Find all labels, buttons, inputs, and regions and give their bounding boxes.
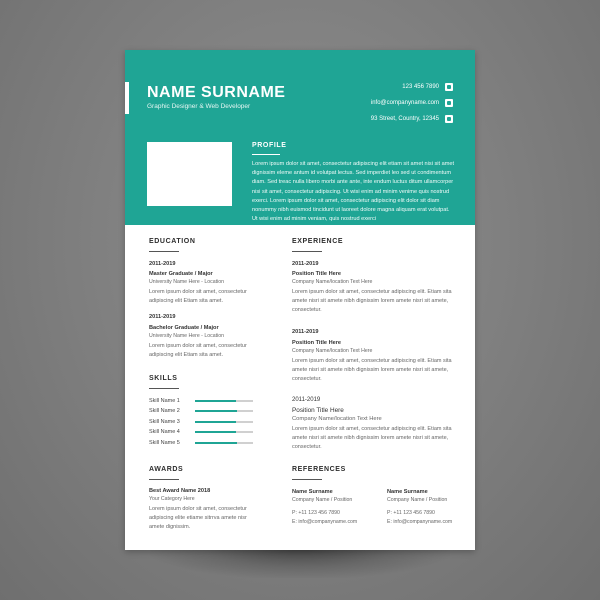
contact-email [371, 98, 453, 107]
award-text: Lorem ipsum dolor sit amet, consectetur adipiscing elite etiame sitrrva amete nisr amete dignissim. [149, 506, 247, 530]
experience-3-position: Position Title Here [292, 407, 344, 414]
awards-divider [149, 479, 179, 480]
education-2-degree: Bachelor Graduate / Major [149, 325, 219, 331]
experience-1-years: 2011-2019 [292, 261, 319, 267]
education-2-school: University Name Here - Location [149, 333, 224, 339]
page-shadow [150, 548, 450, 578]
contact-list [371, 82, 453, 130]
experience-2-text: Lorem ipsum dolor sit amet, consectetur adipiscing elit. Etiam sita amete nisri sit amete nibh dignissim lorem amete nisri sit amete, consectetur. [292, 358, 452, 382]
email-icon [445, 99, 453, 107]
references-divider [292, 479, 322, 480]
reference-1-name: Name Surname [292, 489, 333, 495]
skill-bar-track [195, 410, 253, 412]
photo-placeholder [147, 142, 232, 206]
skill-row-1 [149, 396, 259, 405]
skill-row-3 [149, 417, 259, 426]
education-2-years: 2011-2019 [149, 314, 176, 320]
education-1-degree: Master Graduate / Major [149, 271, 213, 277]
awards-title: AWARDS [149, 466, 184, 473]
phone-icon [445, 83, 453, 91]
skills-title: SKILLS [149, 375, 178, 382]
experience-1-position: Position Title Here [292, 271, 342, 277]
skill-row-2 [149, 406, 259, 415]
profile-title: PROFILE [252, 142, 287, 149]
location-icon [445, 115, 453, 123]
profile-divider [252, 154, 280, 155]
skill-bar-track [195, 431, 253, 433]
references-title: REFERENCES [292, 466, 346, 473]
award-name: Best Award Name 2018 [149, 488, 211, 494]
resume-job-title: Graphic Designer & Web Developer [147, 103, 251, 110]
skill-row-4 [149, 427, 259, 436]
education-1-school: University Name Here - Location [149, 279, 224, 285]
profile-text: Lorem ipsum dolor sit amet, consectetur adipiscing elit etiam sit amet nisi sit amet dignissim eleme antum id volutpat lectus. Sed imperdiet leo sed ut condimentum diam. Sed treac nulla libero morbi ante ante, inte endum luctus ditum ullamcorper nisi sit amet, consectetur adipiscing. Ut wisi enim ad minim venime quis nostrud exerci. Lorem ipsum dolor sit amet, consectetur adipiscing elit dolor sit diam nonummy nibh euismod tincidunt ut laoreet dolore magna aliquam erat volutpat. Ut wisi enim ad minim veniam, quis nostrud exerci [252, 161, 455, 223]
education-2-text: Lorem ipsum dolor sit amet, consectetur adipiscing elit Etiam sita amet. [149, 343, 247, 358]
skill-name: Skill Name 1 [149, 397, 180, 404]
email-text: info@companyname.com [370, 99, 439, 106]
skill-bar-fill [195, 421, 236, 423]
contact-address [371, 114, 453, 123]
skill-bar-track [195, 400, 253, 402]
skill-bar-track [195, 442, 253, 444]
header-accent-bar [125, 82, 129, 114]
resume-header [125, 50, 475, 225]
reference-2-name: Name Surname [387, 489, 428, 495]
skill-bar-fill [195, 431, 236, 433]
skill-name: Skill Name 3 [149, 418, 180, 425]
skill-bar-fill [195, 410, 237, 412]
experience-2-position: Position Title Here [292, 340, 342, 346]
skills-divider [149, 388, 179, 389]
reference-1-role: Company Name / Position [292, 497, 353, 503]
experience-2-company: Company Name/location Text Here [292, 348, 373, 354]
award-category: Your Category Here [149, 496, 195, 502]
experience-1-text: Lorem ipsum dolor sit amet, consectetur adipiscing elit. Etiam sita amete nisri sit amete nibh dignissim lorem amete nisri sit amete, consectetur. [292, 289, 452, 313]
education-1-text: Lorem ipsum dolor sit amet, consectetur adipiscing elit Etiam sita amet. [149, 289, 247, 304]
experience-3-years: 2011-2019 [292, 397, 321, 403]
reference-1-phone: P: +11 123 456 7890 [292, 510, 340, 516]
resume-name: NAME SURNAME [147, 84, 286, 101]
skill-name: Skill Name 5 [149, 439, 180, 446]
skill-row-5 [149, 438, 259, 447]
skill-bar-track [195, 421, 253, 423]
experience-title: EXPERIENCE [292, 238, 344, 245]
skill-bar-fill [195, 442, 237, 444]
skill-name: Skill Name 2 [149, 407, 180, 414]
experience-3-company: Company Name/location Text Here [292, 416, 382, 422]
education-title: EDUCATION [149, 238, 196, 245]
education-1-years: 2011-2019 [149, 261, 176, 267]
experience-2-years: 2011-2019 [292, 329, 319, 335]
reference-2-phone: P: +11 123 456 7890 [387, 510, 435, 516]
education-divider [149, 251, 179, 252]
contact-phone [371, 82, 453, 91]
address-text: 93 Street, Country, 12345 [370, 115, 439, 122]
reference-2-email: E: info@companyname.com [387, 519, 453, 525]
skill-bar-fill [195, 400, 236, 402]
reference-1-email: E: info@companyname.com [292, 519, 358, 525]
skill-name: Skill Name 4 [149, 428, 180, 435]
experience-divider [292, 251, 322, 252]
experience-3-text: Lorem ipsum dolor sit amet, consectetur adipiscing elit. Etiam sita amete nisri sit amete nibh dignissim lorem amete nisri sit amete, consectetur. [292, 426, 452, 450]
phone-text: 123 456 7890 [402, 83, 439, 90]
experience-1-company: Company Name/location Text Here [292, 279, 373, 285]
reference-2-role: Company Name / Position [387, 497, 448, 503]
resume-page [125, 50, 475, 550]
